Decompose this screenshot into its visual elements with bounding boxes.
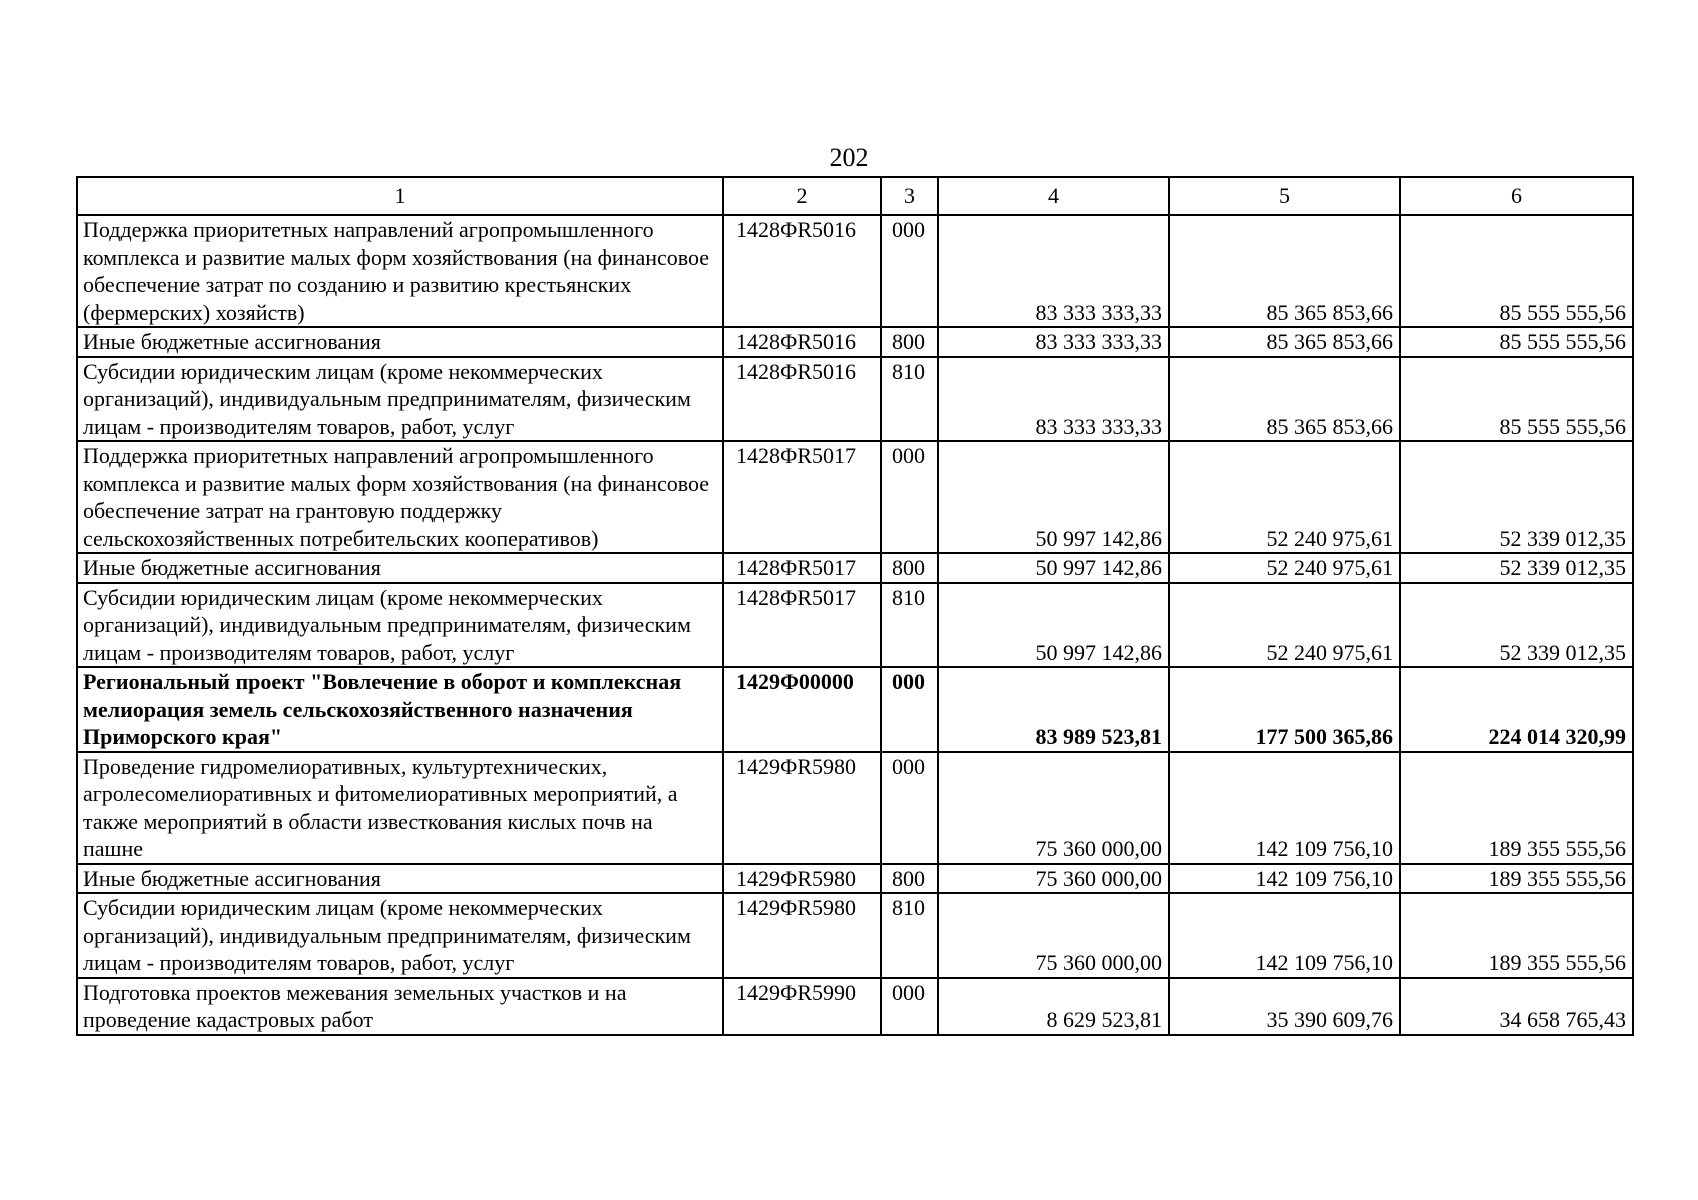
table-row: [77, 864, 1633, 894]
expense-type-code: 000: [881, 752, 938, 864]
expense-type-code: 810: [881, 583, 938, 668]
item-name: Субсидии юридическим лицам (кроме некоммерческих организаций), индивидуальным предпринимателям, физическим лицам - производителям товаров, работ, услуг: [77, 357, 723, 442]
column-header: 6: [1400, 177, 1633, 215]
amount-col-5: 85 365 853,66: [1169, 327, 1400, 357]
amount-col-4: 83 333 333,33: [938, 215, 1169, 327]
item-name: Проведение гидромелиоративных, культуртехнических, агролесомелиоративных и фитомелиоративных мероприятий, а также мероприятий в области известкования кислых почв на пашне: [77, 752, 723, 864]
expense-type-code: 810: [881, 357, 938, 442]
amount-col-5: 52 240 975,61: [1169, 553, 1400, 583]
expense-type-code: 800: [881, 553, 938, 583]
page-number: 202: [829, 143, 869, 172]
amount-col-4: 75 360 000,00: [938, 864, 1169, 894]
amount-col-4: 83 333 333,33: [938, 357, 1169, 442]
amount-col-4: 83 333 333,33: [938, 327, 1169, 357]
column-header: 4: [938, 177, 1169, 215]
amount-col-6: 52 339 012,35: [1400, 553, 1633, 583]
amount-col-5: 85 365 853,66: [1169, 215, 1400, 327]
target-article-code: 1429Ф00000: [723, 667, 881, 752]
target-article-code: 1428ФR5016: [723, 215, 881, 327]
amount-col-5: 142 109 756,10: [1169, 752, 1400, 864]
amount-col-6: 52 339 012,35: [1400, 583, 1633, 668]
item-name: Иные бюджетные ассигнования: [77, 327, 723, 357]
target-article-code: 1429ФR5980: [723, 864, 881, 894]
amount-col-4: 50 997 142,86: [938, 441, 1169, 553]
amount-col-4: 75 360 000,00: [938, 893, 1169, 978]
item-name: Иные бюджетные ассигнования: [77, 553, 723, 583]
table-row: [77, 893, 1633, 978]
amount-col-5: 85 365 853,66: [1169, 357, 1400, 442]
amount-col-6: 189 355 555,56: [1400, 752, 1633, 864]
table-row: [77, 357, 1633, 442]
item-name: Иные бюджетные ассигнования: [77, 864, 723, 894]
target-article-code: 1428ФR5016: [723, 357, 881, 442]
amount-col-4: 50 997 142,86: [938, 583, 1169, 668]
amount-col-5: 52 240 975,61: [1169, 441, 1400, 553]
table-row: [77, 327, 1633, 357]
item-name: Поддержка приоритетных направлений агропромышленного комплекса и развитие малых форм хозяйствования (на финансовое обеспечение затрат на грантовую поддержку сельскохозяйственных потребительских кооперативов): [77, 441, 723, 553]
target-article-code: 1429ФR5990: [723, 978, 881, 1035]
column-header: 2: [723, 177, 881, 215]
table-row: [77, 441, 1633, 553]
column-header: 3: [881, 177, 938, 215]
expense-type-code: 000: [881, 215, 938, 327]
table-row: [77, 583, 1633, 668]
column-header: 1: [77, 177, 723, 215]
target-article-code: 1428ФR5017: [723, 441, 881, 553]
table-row: [77, 978, 1633, 1035]
amount-col-6: 189 355 555,56: [1400, 864, 1633, 894]
amount-col-6: 224 014 320,99: [1400, 667, 1633, 752]
table-row: [77, 553, 1633, 583]
expense-type-code: 810: [881, 893, 938, 978]
amount-col-4: 50 997 142,86: [938, 553, 1169, 583]
target-article-code: 1429ФR5980: [723, 752, 881, 864]
amount-col-6: 85 555 555,56: [1400, 215, 1633, 327]
amount-col-5: 142 109 756,10: [1169, 864, 1400, 894]
expense-type-code: 800: [881, 327, 938, 357]
amount-col-4: 75 360 000,00: [938, 752, 1169, 864]
target-article-code: 1428ФR5017: [723, 583, 881, 668]
item-name: Подготовка проектов межевания земельных участков и на проведение кадастровых работ: [77, 978, 723, 1035]
target-article-code: 1429ФR5980: [723, 893, 881, 978]
expense-type-code: 000: [881, 667, 938, 752]
expense-type-code: 000: [881, 441, 938, 553]
amount-col-5: 52 240 975,61: [1169, 583, 1400, 668]
item-name: Субсидии юридическим лицам (кроме некоммерческих организаций), индивидуальным предпринимателям, физическим лицам - производителям товаров, работ, услуг: [77, 583, 723, 668]
amount-col-6: 52 339 012,35: [1400, 441, 1633, 553]
table-row: [77, 215, 1633, 327]
amount-col-5: 177 500 365,86: [1169, 667, 1400, 752]
item-name: Поддержка приоритетных направлений агропромышленного комплекса и развитие малых форм хозяйствования (на финансовое обеспечение затрат по созданию и развитию крестьянских (фермерских) хозяйств): [77, 215, 723, 327]
expense-type-code: 000: [881, 978, 938, 1035]
table-row: [77, 752, 1633, 864]
amount-col-6: 189 355 555,56: [1400, 893, 1633, 978]
item-name: Региональный проект "Вовлечение в оборот и комплексная мелиорация земель сельскохозяйственного назначения Приморского края": [77, 667, 723, 752]
item-name: Субсидии юридическим лицам (кроме некоммерческих организаций), индивидуальным предпринимателям, физическим лицам - производителям товаров, работ, услуг: [77, 893, 723, 978]
target-article-code: 1428ФR5017: [723, 553, 881, 583]
amount-col-6: 85 555 555,56: [1400, 327, 1633, 357]
amount-col-4: 83 989 523,81: [938, 667, 1169, 752]
amount-col-6: 34 658 765,43: [1400, 978, 1633, 1035]
table-row: [77, 667, 1633, 752]
column-header: 5: [1169, 177, 1400, 215]
expense-type-code: 800: [881, 864, 938, 894]
target-article-code: 1428ФR5016: [723, 327, 881, 357]
budget-table: [76, 176, 1634, 1036]
amount-col-5: 142 109 756,10: [1169, 893, 1400, 978]
amount-col-6: 85 555 555,56: [1400, 357, 1633, 442]
table-header-row: [77, 177, 1633, 215]
amount-col-4: 8 629 523,81: [938, 978, 1169, 1035]
amount-col-5: 35 390 609,76: [1169, 978, 1400, 1035]
